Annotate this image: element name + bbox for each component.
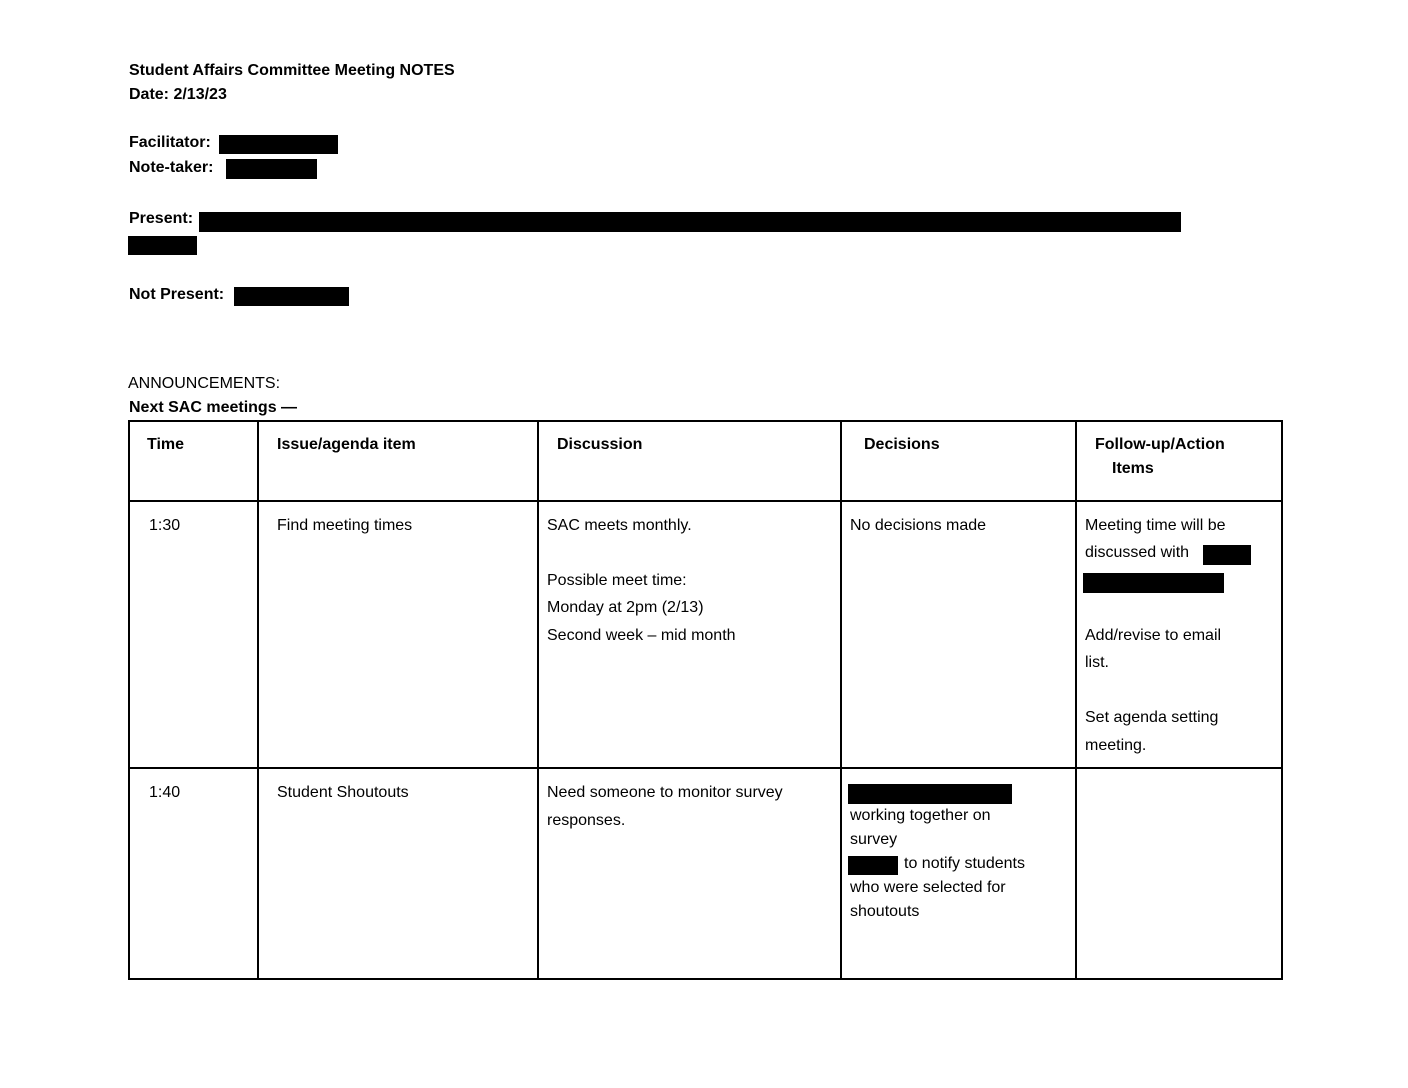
row1-followup-line5: Set agenda setting <box>1085 709 1219 726</box>
table-row <box>129 501 1282 768</box>
row1-followup-line2: discussed with <box>1085 544 1190 561</box>
row2-decision-line3: to notify students <box>904 855 1025 872</box>
header-cell-time <box>129 421 258 501</box>
row1-followup-line3: Add/revise to email <box>1085 627 1222 644</box>
row1-followup-line4: list. <box>1085 654 1109 671</box>
facilitator-redaction <box>219 135 338 154</box>
next-meetings-label: Next SAC meetings — <box>129 399 298 416</box>
column-header-issue: Issue/agenda item <box>277 436 416 453</box>
table-row <box>129 768 1282 979</box>
row2-decision-redaction-a <box>848 784 1012 804</box>
row2-time-cell <box>129 768 258 979</box>
announcements-heading: ANNOUNCEMENTS: <box>128 375 281 392</box>
row2-decision-line4: who were selected for <box>850 879 1006 896</box>
column-header-followup: Follow-up/Action <box>1095 436 1225 453</box>
row2-followup-cell <box>1076 768 1282 979</box>
row2-decision-line2: survey <box>850 831 898 848</box>
row1-followup-line1: Meeting time will be <box>1085 517 1226 534</box>
not-present-redaction <box>234 287 349 306</box>
row2-discussion-line1: Need someone to monitor survey <box>547 784 783 801</box>
meeting-date: Date: 2/13/23 <box>129 86 227 103</box>
column-header-time: Time <box>147 436 185 453</box>
row2-decision-cell <box>841 768 1076 979</box>
row2-issue: Student Shoutouts <box>277 784 409 801</box>
not-present-label: Not Present: <box>129 286 225 303</box>
notes-table <box>128 420 1283 980</box>
row1-time: 1:30 <box>149 517 181 534</box>
column-header-discussion: Discussion <box>557 436 643 453</box>
document-title: Student Affairs Committee Meeting NOTES <box>129 62 455 79</box>
row2-decision-redaction-b <box>848 856 898 875</box>
row1-followup-line6: meeting. <box>1085 737 1147 754</box>
row1-discussion-line4: Second week – mid month <box>547 627 736 644</box>
row2-issue-cell <box>258 768 538 979</box>
row2-decision-line5: shoutouts <box>850 903 920 920</box>
row2-decision-line1: working together on <box>850 807 991 824</box>
row1-issue: Find meeting times <box>277 517 413 534</box>
column-header-decisions: Decisions <box>864 436 940 453</box>
row1-discussion-line2: Possible meet time: <box>547 572 687 589</box>
row1-followup-redaction-a <box>1203 545 1251 565</box>
present-redaction-line1 <box>199 212 1181 232</box>
header-cell-decisions <box>841 421 1076 501</box>
table-header-row <box>129 421 1282 501</box>
row2-discussion-line2: responses. <box>547 812 626 829</box>
notetaker-redaction <box>226 159 317 179</box>
header-cell-followup <box>1076 421 1282 501</box>
present-redaction-line2 <box>128 236 197 255</box>
row1-decision-cell <box>841 501 1076 768</box>
row1-followup-redaction-b <box>1083 573 1224 593</box>
row1-issue-cell <box>258 501 538 768</box>
facilitator-label: Facilitator: <box>129 134 211 151</box>
present-label: Present: <box>129 210 194 227</box>
row1-followup-cell <box>1076 501 1282 768</box>
row1-discussion-cell <box>538 501 841 768</box>
row2-time: 1:40 <box>149 784 181 801</box>
row1-decision: No decisions made <box>850 517 987 534</box>
row1-discussion-line1: SAC meets monthly. <box>547 517 692 534</box>
column-header-followup-items: Items <box>1112 460 1154 477</box>
row1-time-cell <box>129 501 258 768</box>
row2-discussion-cell <box>538 768 841 979</box>
row1-discussion-line3: Monday at 2pm (2/13) <box>547 599 704 616</box>
header-cell-issue <box>258 421 538 501</box>
header-cell-discussion <box>538 421 841 501</box>
notetaker-label: Note-taker: <box>129 159 214 176</box>
